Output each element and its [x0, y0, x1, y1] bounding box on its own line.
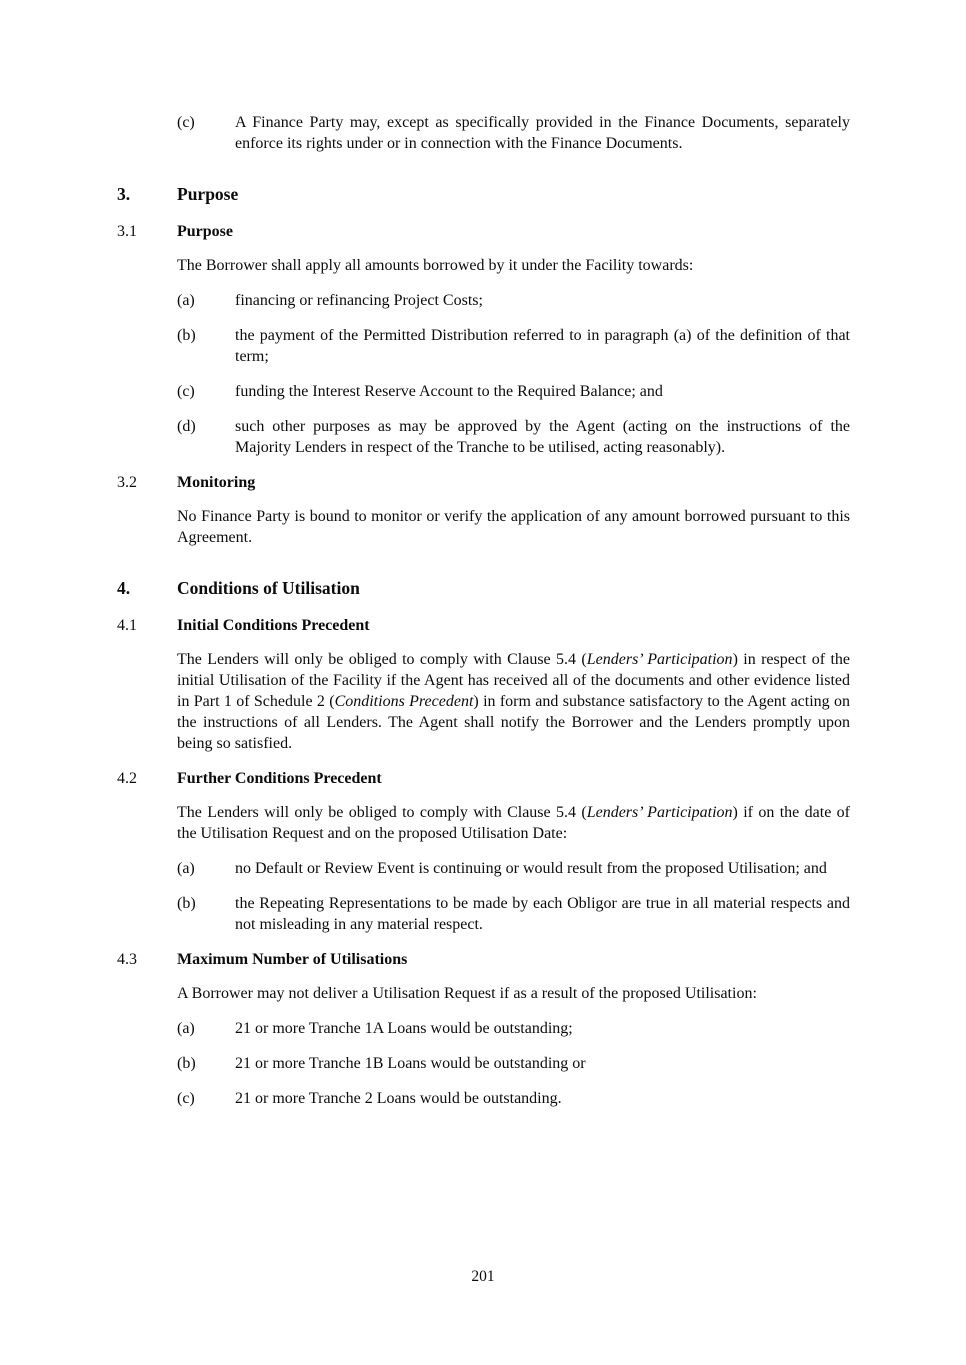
- section-3-1-lead: The Borrower shall apply all amounts borrowed by it under the Facility towards:: [177, 257, 694, 274]
- section-4-number: 4.: [117, 578, 131, 598]
- clause-item-c-carryover: [177, 112, 850, 154]
- clause-item-marker: (a): [177, 292, 195, 309]
- clause-item: [177, 416, 850, 458]
- section-4-heading: [117, 576, 850, 600]
- defined-term-italic: Lenders’ Participation: [586, 804, 733, 821]
- section-3-2-heading: [117, 472, 850, 493]
- clause-item: [177, 381, 850, 402]
- section-4-2-heading: [117, 768, 850, 789]
- body-text: ) if on the date of the Utilisation Request and on the proposed Utilisation Date:: [177, 804, 851, 842]
- section-3-2-number: 3.2: [117, 474, 137, 491]
- section-4-3-heading: [117, 949, 850, 970]
- body-text: The Lenders will only be obliged to comply with Clause 5.4 (: [177, 651, 587, 668]
- section-3-number: 3.: [117, 184, 131, 204]
- body-text: ) in form and substance satisfactory to the Agent acting on the instructions of all Lenders. The Agent shall notify the Borrower and the Lenders promptly upon being so satisfied.: [177, 693, 851, 752]
- section-4-2-number: 4.2: [117, 770, 137, 787]
- section-3-2-title: Monitoring: [177, 474, 256, 491]
- section-4-3-lead: A Borrower may not deliver a Utilisation Request if as a result of the proposed Utilisation:: [177, 985, 757, 1002]
- section-4-title: Conditions of Utilisation: [177, 578, 360, 598]
- section-4-2-body: [177, 802, 850, 844]
- section-4-1-number: 4.1: [117, 617, 137, 634]
- body-text: The Lenders will only be obliged to comply with Clause 5.4 (: [177, 804, 587, 821]
- clause-item-marker: (b): [177, 895, 196, 912]
- defined-term-italic: Lenders’ Participation: [586, 651, 733, 668]
- clause-item: [177, 325, 850, 367]
- section-3-title: Purpose: [177, 184, 239, 204]
- section-4-2-title: Further Conditions Precedent: [177, 770, 382, 787]
- clause-item-marker: (b): [177, 1055, 196, 1072]
- clause-item-marker: (c): [177, 383, 195, 400]
- clause-item-marker: (a): [177, 860, 195, 877]
- defined-term-italic: Conditions Precedent: [334, 693, 474, 710]
- clause-item-text: such other purposes as may be approved by the Agent (acting on the instructions of the Majority Lenders in respect of the Tranche to be utilised, acting reasonably).: [235, 418, 850, 456]
- clause-item: [177, 1053, 850, 1074]
- clause-item-text: no Default or Review Event is continuing or would result from the proposed Utilisation; and: [235, 860, 827, 877]
- section-3-heading: [117, 182, 850, 206]
- section-4-1-heading: [117, 615, 850, 636]
- clause-item-marker: (a): [177, 1020, 195, 1037]
- clause-item-text: funding the Interest Reserve Account to the Required Balance; and: [235, 383, 663, 400]
- clause-item-text: the payment of the Permitted Distribution referred to in paragraph (a) of the definition of that term;: [235, 327, 850, 365]
- clause-item-marker: (b): [177, 327, 196, 344]
- clause-item: [177, 290, 850, 311]
- clause-item-text: A Finance Party may, except as specifically provided in the Finance Documents, separately enforce its rights under or in connection with the Finance Documents.: [235, 114, 850, 152]
- clause-item-text: 21 or more Tranche 2 Loans would be outstanding.: [235, 1090, 562, 1107]
- clause-item-text: the Repeating Representations to be made by each Obligor are true in all material respects and not misleading in any material respect.: [235, 895, 850, 933]
- body-text: ) in respect of the initial Utilisation of the Facility if the Agent has received all of the documents and other evidence listed in Part 1 of Schedule 2 (: [177, 651, 851, 710]
- section-3-2-body: No Finance Party is bound to monitor or verify the application of any amount borrowed pursuant to this Agreement.: [177, 508, 850, 546]
- clause-item: [177, 1018, 850, 1039]
- section-3-1-number: 3.1: [117, 223, 137, 240]
- clause-item-marker: (d): [177, 418, 196, 435]
- section-4-3-number: 4.3: [117, 951, 137, 968]
- clause-item: [177, 893, 850, 935]
- clause-item-text: financing or refinancing Project Costs;: [235, 292, 483, 309]
- clause-item-marker: (c): [177, 1090, 195, 1107]
- section-3-1-title: Purpose: [177, 223, 233, 240]
- section-4-1-title: Initial Conditions Precedent: [177, 617, 370, 634]
- section-3-1-heading: [117, 221, 850, 242]
- clause-item-text: 21 or more Tranche 1B Loans would be outstanding or: [235, 1055, 586, 1072]
- clause-item: [177, 858, 850, 879]
- page-number: 201: [471, 1268, 495, 1285]
- clause-item-marker: (c): [177, 114, 195, 131]
- section-4-1-body: [177, 649, 850, 754]
- section-4-3-title: Maximum Number of Utilisations: [177, 951, 408, 968]
- clause-item: [177, 1088, 850, 1109]
- clause-item-text: 21 or more Tranche 1A Loans would be outstanding;: [235, 1020, 573, 1037]
